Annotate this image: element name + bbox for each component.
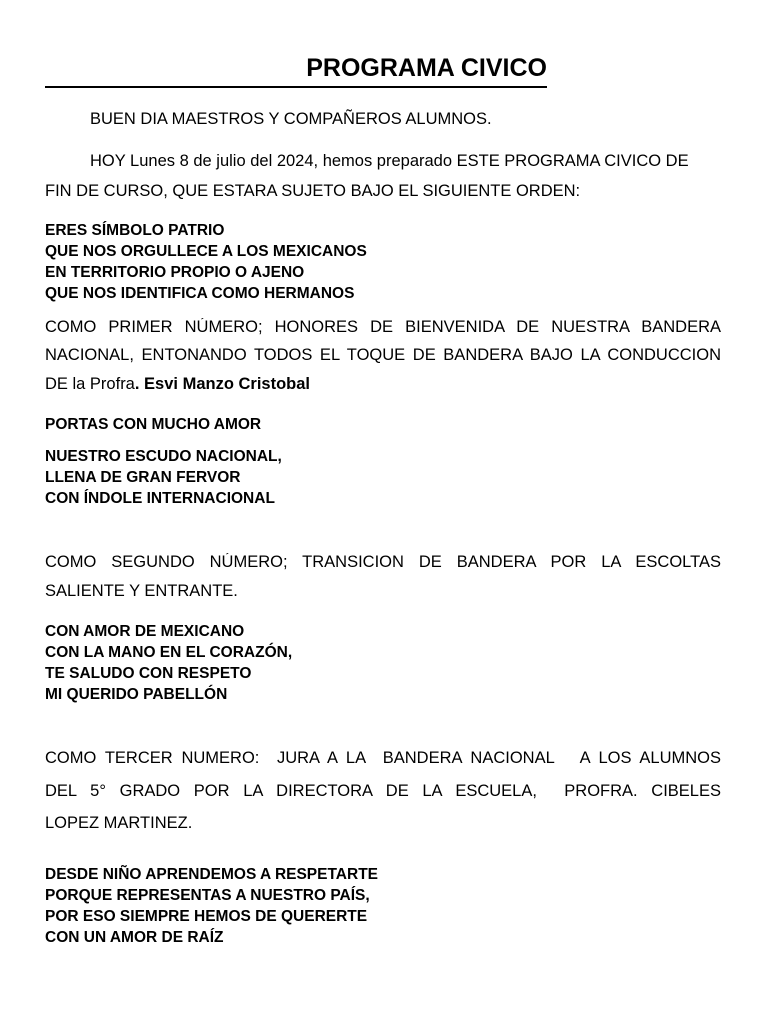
verse-line: CON AMOR DE MEXICANO xyxy=(45,623,245,640)
intro-line-1: HOY Lunes 8 de julio del 2024, hemos preparado ESTE PROGRAMA CIVICO DE xyxy=(90,152,689,170)
item-2-line-2: SALIENTE Y ENTRANTE. xyxy=(45,582,238,600)
verse-4 xyxy=(45,864,378,948)
verse-line: POR ESO SIEMPRE HEMOS DE QUERERTE xyxy=(45,908,368,925)
item-1-line-3 xyxy=(45,375,310,394)
item-3-line-3: LOPEZ MARTINEZ. xyxy=(45,814,193,832)
verse-line: CON ÍNDOLE INTERNACIONAL xyxy=(45,490,275,507)
verse-line: MI QUERIDO PABELLÓN xyxy=(45,686,228,703)
item-3-line-2: DEL 5° GRADO POR LA DIRECTORA DE LA ESCUELA, PROFRA. CIBELES xyxy=(45,782,721,800)
verse-3 xyxy=(45,621,292,705)
verse-line: DESDE NIÑO APRENDEMOS A RESPETARTE xyxy=(45,866,379,883)
item-2-line-1: COMO SEGUNDO NÚMERO; TRANSICION DE BANDERA POR LA ESCOLTAS xyxy=(45,553,721,571)
document-title-underline xyxy=(45,52,547,88)
item-1-line-3-prefix: DE la Profra xyxy=(45,375,135,393)
verse-line: LLENA DE GRAN FERVOR xyxy=(45,469,241,486)
verse-line: CON UN AMOR DE RAÍZ xyxy=(45,929,224,946)
greeting-paragraph: BUEN DIA MAESTROS Y COMPAÑEROS ALUMNOS. xyxy=(90,110,492,128)
verse-line: QUE NOS IDENTIFICA COMO HERMANOS xyxy=(45,285,355,302)
verse-1 xyxy=(45,220,367,304)
verse-line: ERES SÍMBOLO PATRIO xyxy=(45,222,225,239)
verse-line: QUE NOS ORGULLECE A LOS MEXICANOS xyxy=(45,243,367,260)
verse-2 xyxy=(45,446,282,509)
verse-line: CON LA MANO EN EL CORAZÓN, xyxy=(45,644,293,661)
item-3-line-1: COMO TERCER NUMERO: JURA A LA BANDERA NACIONAL A LOS ALUMNOS xyxy=(45,749,721,767)
item-1-line-1: COMO PRIMER NÚMERO; HONORES DE BIENVENIDA DE NUESTRA BANDERA xyxy=(45,318,721,336)
intro-line-2: FIN DE CURSO, QUE ESTARA SUJETO BAJO EL SIGUIENTE ORDEN: xyxy=(45,182,581,200)
verse-line: NUESTRO ESCUDO NACIONAL, xyxy=(45,448,282,465)
verse-line: PORQUE REPRESENTAS A NUESTRO PAÍS, xyxy=(45,887,370,904)
teacher-name: . Esvi Manzo Cristobal xyxy=(134,375,310,393)
item-1-line-2: NACIONAL, ENTONANDO TODOS EL TOQUE DE BANDERA BAJO LA CONDUCCION xyxy=(45,346,721,364)
verse-2-first-line: PORTAS CON MUCHO AMOR xyxy=(45,416,262,433)
document-title: PROGRAMA CIVICO xyxy=(306,54,547,82)
verse-line: EN TERRITORIO PROPIO O AJENO xyxy=(45,264,305,281)
verse-line: TE SALUDO CON RESPETO xyxy=(45,665,252,682)
